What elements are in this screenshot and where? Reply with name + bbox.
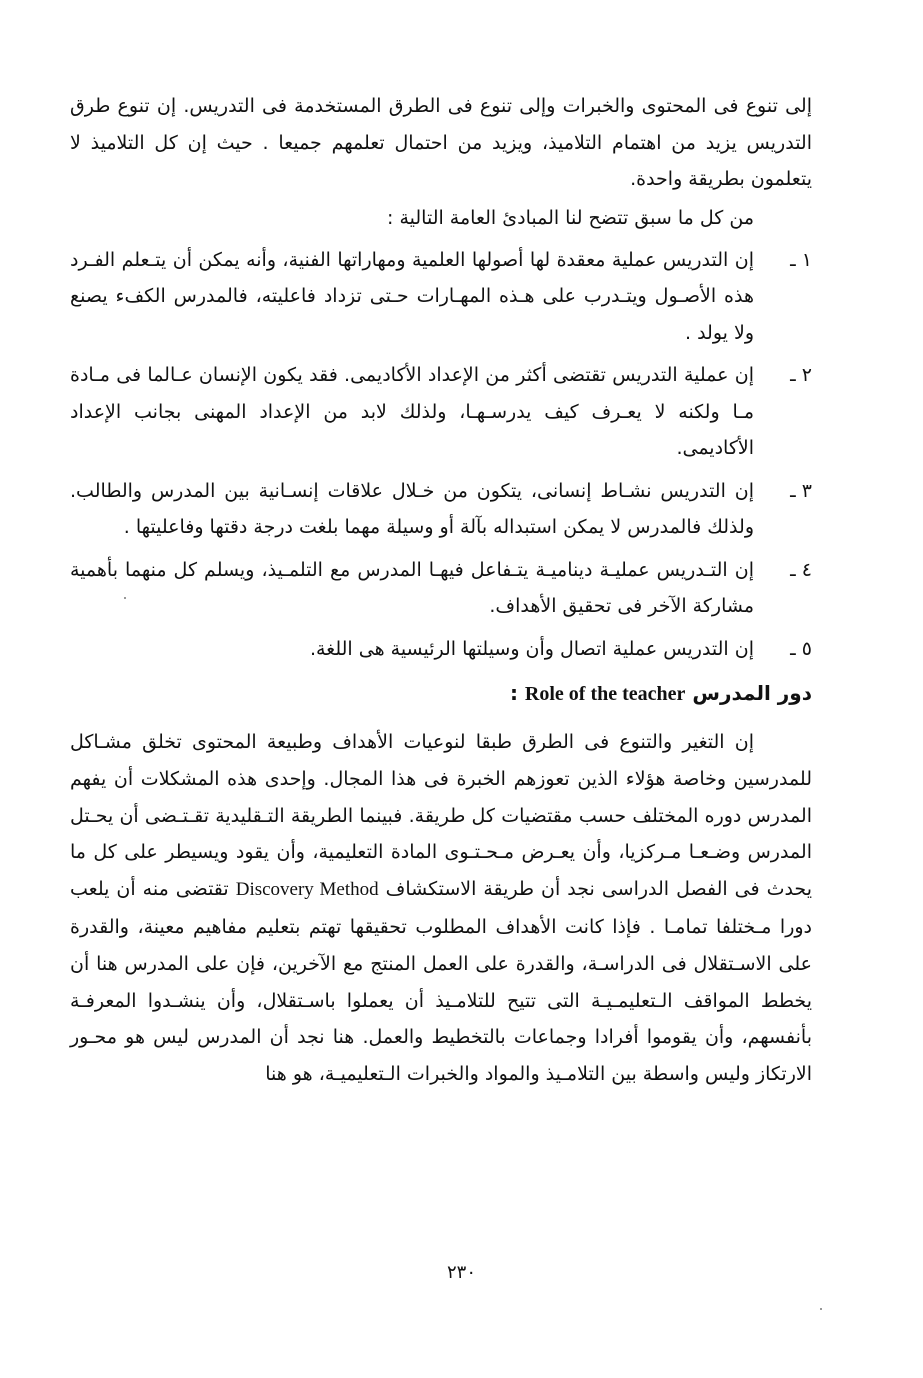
principle-number: ٣ ـ xyxy=(790,479,812,502)
principle-text: إن التـدريس عمليـة ديناميـة يتـفاعل فيهـا المدرس مع التلمـيذ، ويسلم كل منهما بأهمية مشاركة الآخر فى تحقيق الأهداف. xyxy=(70,558,754,617)
page-number: ٢٣٠ xyxy=(446,1262,476,1283)
principle-number: ٥ ـ xyxy=(790,637,812,660)
section-title-colon: : xyxy=(509,681,518,705)
principle-text: إن التدريس نشـاط إنسانى، يتكون من خـلال علاقات إنسـانية بين المدرس والطالب. ولذلك فالمدرس لا يمكن استبداله بآلة أو وسيلة مهما بلغت درجة دقتها وفاعليتها . xyxy=(70,479,754,538)
principles-lead: من كل ما سبق تتضح لنا المبادئ العامة التالية : xyxy=(387,206,754,229)
principle-item xyxy=(70,242,812,352)
role-text-part-1: إن التغير والتنوع فى الطرق طبقا لنوعيات الأهداف وطبيعة المحتوى تخلق مشـاكل للمدرسين وخاصة هؤلاء الذين تعوزهم الخبرة فى هذا المجال. وإحدى هذه المشكلات أن يفهم المدرس دوره المختلف حسب مقتضيات كل طريقة. فبينما الطريقة التـقليدية تقـتـضى أن يحـتل المدرس وضـعـا مـركزيا، وأن يعـرض مـحـتـوى المادة التعليمية، وأن يقود ويسيطر على كل ما يحدث فى الفصل الدراسى نجد أن طريقة الاستكشاف xyxy=(70,731,812,901)
principles-list xyxy=(70,242,812,668)
principle-number: ٢ ـ xyxy=(790,364,812,386)
discovery-method-term: Discovery Method xyxy=(235,879,379,901)
section-title-english: Role of the teacher xyxy=(524,683,686,705)
scan-speck xyxy=(124,597,126,599)
page-body xyxy=(70,88,812,1093)
role-text-part-2: تقتضى منه أن يلعب دورا مـختلفا تمامـا . فإذا كانت الأهداف المطلوب تحقيقها تهتم بتعليم مفاهيم معينة، والقدرة على الاسـتقلال فى الدراسـة، والقدرة على العمل المنتج مع الآخرين، فإن على المدرس هنا أن يخطط المواقف الـتعليمـيـة التى تتيح للتلامـيذ أن يعملوا باسـتقلال، وأن ينشـدوا المعرفـة بأنفسهم، وأن يقوموا أفرادا وجماعات بالتخطيط والعمل. هنا نجد أن المدرس ليس هو محـور الارتكاز وليس واسطة بين التلامـيذ والمواد والخبرات الـتعليميـة، هو هنا xyxy=(70,878,812,1086)
principle-item xyxy=(70,552,812,625)
role-paragraph xyxy=(70,724,812,1093)
principle-number: ١ ـ xyxy=(790,248,812,271)
principle-number: ٤ ـ xyxy=(790,558,812,581)
principle-text: إن التدريس عملية اتصال وأن وسيلتها الرئيسية هى اللغة. xyxy=(309,637,754,660)
section-heading xyxy=(70,675,812,712)
principle-text: إن التدريس عملية معقدة لها أصولها العلمية ومهاراتها الفنية، وأنه يمكن أن يتـعلم الفـرد هذه الأصـول ويتـدرب على هـذه المهـارات حـتى تزداد فاعليته، فالمدرس الكفء يصنع ولا يولد . xyxy=(70,248,754,344)
intro-paragraph: إلى تنوع فى المحتوى والخبرات وإلى تنوع فى الطرق المستخدمة فى التدريس. إن تنوع طرق التدريس يزيد من اهتمام التلاميذ، ويزيد من احتمال تعلمهم جميعا . حيث إن كل التلاميذ لا يتعلمون بطريقة واحدة. xyxy=(70,95,812,190)
principle-item xyxy=(70,473,812,546)
principle-item xyxy=(70,357,812,467)
principle-text: إن عملية التدريس تقتضى أكثر من الإعداد الأكاديمى. فقد يكون الإنسان عـالما فى مـادة مـا ولكنه لا يعـرف كيف يدرسـهـا، ولذلك لابد من الإعداد المهنى بجانب الإعداد الأكاديمى. xyxy=(70,364,754,459)
scan-speck xyxy=(820,1308,822,1310)
section-title-arabic: دور المدرس xyxy=(692,681,812,705)
principle-item xyxy=(70,631,812,668)
